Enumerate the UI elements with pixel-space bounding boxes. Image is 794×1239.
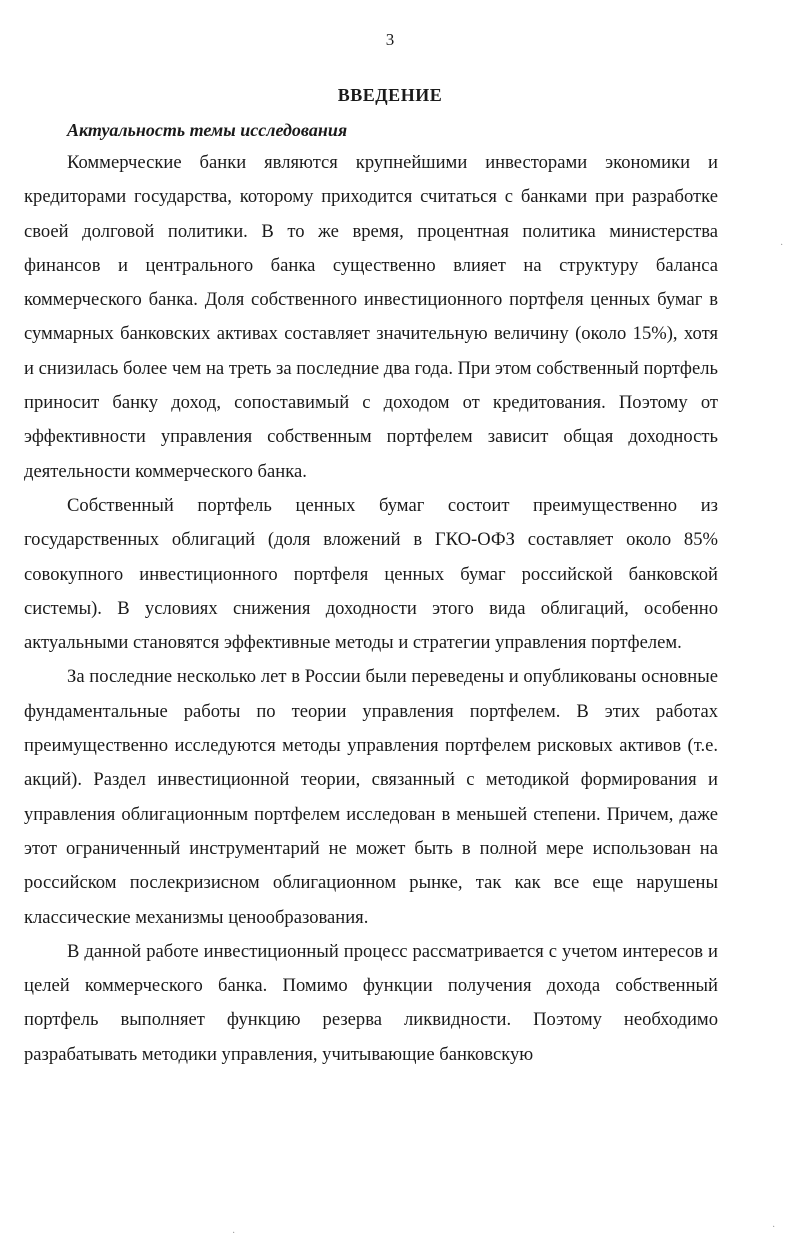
section-heading: ВВЕДЕНИЕ: [337, 85, 443, 105]
scan-speck: ·: [772, 1222, 776, 1233]
section-subheading: Актуальность темы исследования: [67, 120, 348, 140]
body-text: [24, 146, 718, 1072]
scan-speck: ·: [232, 1228, 236, 1239]
page-number: 3: [385, 30, 395, 49]
scan-speck: ·: [780, 240, 784, 251]
paragraph-4: В данной работе инвестиционный процесс рассматривается с учетом интересов и целей коммерческого банка. Помимо функции получения дохода собственный портфель выполняет функцию резерва ликвидности. Поэтому необходимо разрабатывать методики управления, учитывающие банковскую: [24, 940, 718, 1065]
paragraph-2: Собственный портфель ценных бумаг состоит преимущественно из государственных облигаций (доля вложений в ГКО-ОФЗ составляет около 85% совокупного инвестиционного портфеля ценных бумаг российской банковской системы). В условиях снижения доходности этого вида облигаций, особенно актуальными становятся эффективные методы и стратегии управления портфелем.: [24, 494, 718, 654]
paragraph-3: За последние несколько лет в России были переведены и опубликованы основные фундаментальные работы по теории управления портфелем. В этих работах преимущественно исследуются методы управления портфелем рисковых активов (т.е. акций). Раздел инвестиционной теории, связанный с методикой формирования и управления облигационным портфелем исследован в меньшей степени. Причем, даже этот ограниченный инструментарий не может быть в полной мере использован на российском послекризисном облигационном рынке, так как все еще нарушены классические механизмы ценообразования.: [24, 666, 718, 928]
paragraph-1: Коммерческие банки являются крупнейшими инвесторами экономики и кредиторами государства, которому приходится считаться с банками при разработке своей долговой политики. В то же время, процентная политика министерства финансов и центрального банка существенно влияет на структуру баланса коммерческого банка. Доля собственного инвестиционного портфеля ценных бумаг в суммарных банковских активах составляет значительную величину (около 15%), хотя и снизилась более чем на треть за последние два года. При этом собственный портфель приносит банку доход, сопоставимый с доходом от кредитования. Поэтому от эффективности управления собственным портфелем зависит общая доходность деятельности коммерческого банка.: [24, 152, 718, 482]
